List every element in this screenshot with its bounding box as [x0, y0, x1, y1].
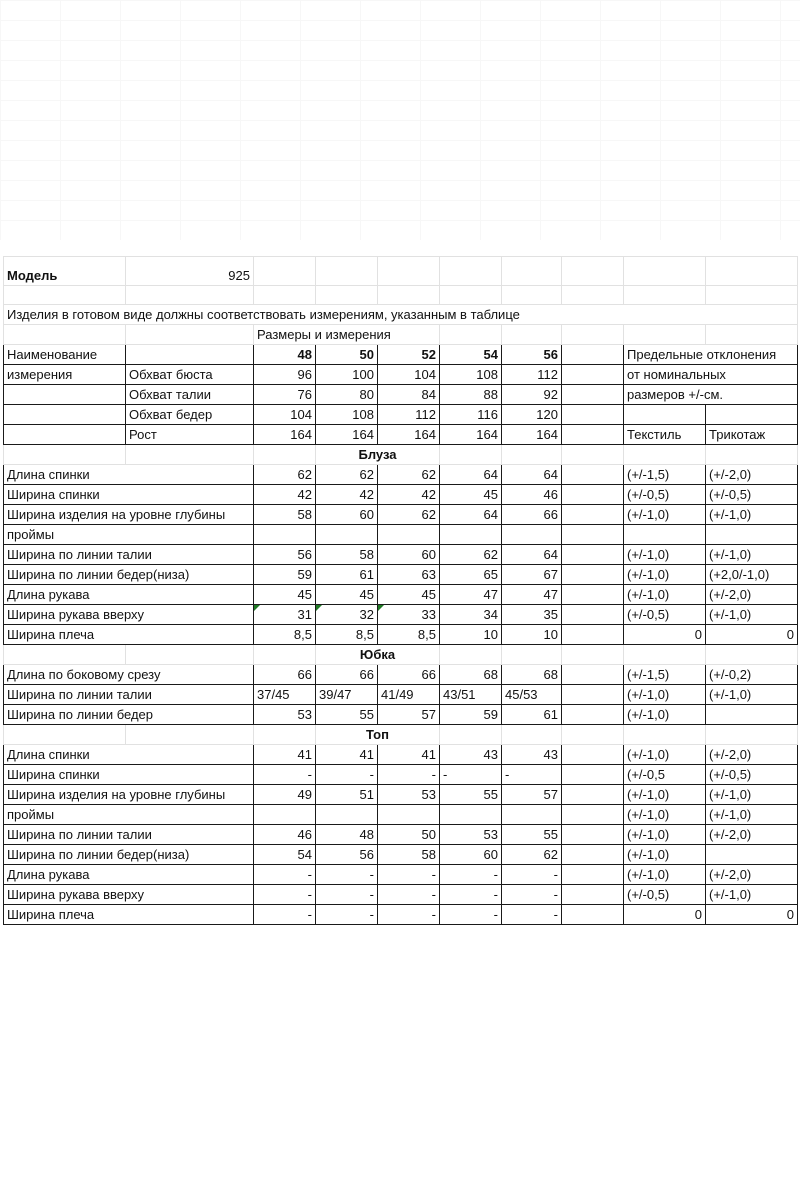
table-row — [4, 765, 798, 785]
size-value: 10 — [440, 625, 502, 645]
table-row — [4, 785, 798, 805]
size-value: 47 — [440, 585, 502, 605]
knit-tolerance: (+/-1,0) — [706, 805, 798, 825]
table-row — [4, 905, 798, 925]
table-row — [4, 705, 798, 725]
section-title-row — [4, 645, 798, 665]
size-value: 67 — [502, 565, 562, 585]
textile-tolerance: (+/-1,0) — [624, 785, 706, 805]
table-row — [4, 465, 798, 485]
size-value: 48 — [316, 825, 378, 845]
size-value: 43 — [440, 745, 502, 765]
textile-tolerance: (+/-0,5 — [624, 765, 706, 785]
size-value: 62 — [378, 505, 440, 525]
section-title-top: Топ — [316, 725, 440, 745]
section-title-blouse: Блуза — [316, 445, 440, 465]
body-param-row — [4, 425, 798, 445]
body-param-row — [4, 385, 798, 405]
textile-tolerance — [624, 525, 706, 545]
textile-tolerance: (+/-0,5) — [624, 885, 706, 905]
param-value: 116 — [440, 405, 502, 425]
size-value — [316, 525, 378, 545]
table-row — [4, 745, 798, 765]
table-row — [4, 585, 798, 605]
knit-tolerance: (+/-0,2) — [706, 665, 798, 685]
textile-tolerance: (+/-1,0) — [624, 845, 706, 865]
size-value: 42 — [378, 485, 440, 505]
row-name: Длина рукава — [4, 865, 254, 885]
section-title-row — [4, 445, 798, 465]
table-row — [4, 885, 798, 905]
row-name: Ширина рукава вверху — [4, 605, 254, 625]
size-value: 46 — [502, 485, 562, 505]
knit-tolerance: (+/-0,5) — [706, 765, 798, 785]
size-value: 68 — [502, 665, 562, 685]
param-value: 80 — [316, 385, 378, 405]
name-header-line1: Наименование — [4, 345, 126, 365]
table-title-row — [4, 325, 798, 345]
knit-tolerance: (+/-2,0) — [706, 745, 798, 765]
size-value: 55 — [502, 825, 562, 845]
knit-header: Трикотаж — [706, 425, 798, 445]
size-value: 41 — [316, 745, 378, 765]
row-name: Ширина плеча — [4, 905, 254, 925]
size-value: 53 — [378, 785, 440, 805]
textile-tolerance: (+/-1,0) — [624, 565, 706, 585]
size-value: 57 — [502, 785, 562, 805]
model-label: Модель — [4, 257, 126, 286]
knit-tolerance: (+/-2,0) — [706, 865, 798, 885]
empty-row — [4, 286, 798, 305]
size-chart-table — [3, 256, 798, 925]
size-value: - — [440, 905, 502, 925]
row-name: Ширина по линии талии — [4, 825, 254, 845]
size-value: 53 — [440, 825, 502, 845]
row-name: проймы — [4, 525, 254, 545]
knit-tolerance: (+/-1,0) — [706, 785, 798, 805]
section-title-row — [4, 725, 798, 745]
size-value: 66 — [316, 665, 378, 685]
textile-tolerance: (+/-0,5) — [624, 605, 706, 625]
textile-tolerance: (+/-1,0) — [624, 585, 706, 605]
size-value: 64 — [440, 505, 502, 525]
size-48: 48 — [254, 345, 316, 365]
size-value: 34 — [440, 605, 502, 625]
size-value — [378, 525, 440, 545]
knit-tolerance — [706, 845, 798, 865]
param-value: 164 — [254, 425, 316, 445]
size-value: 8,5 — [378, 625, 440, 645]
size-value: 42 — [254, 485, 316, 505]
size-value: - — [316, 885, 378, 905]
param-value: 164 — [502, 425, 562, 445]
table-row — [4, 605, 798, 625]
size-value: - — [378, 885, 440, 905]
size-value: - — [378, 905, 440, 925]
size-value: 42 — [316, 485, 378, 505]
knit-tolerance: (+/-1,0) — [706, 685, 798, 705]
textile-tolerance: 0 — [624, 905, 706, 925]
size-value: 45 — [254, 585, 316, 605]
size-value: 66 — [254, 665, 316, 685]
spreadsheet — [3, 256, 797, 938]
size-value: 60 — [378, 545, 440, 565]
size-value: 45 — [316, 585, 378, 605]
size-value: - — [502, 865, 562, 885]
size-value — [316, 805, 378, 825]
size-value: 32 — [316, 605, 378, 625]
row-name: Ширина по линии бедер(низа) — [4, 565, 254, 585]
size-value: 61 — [316, 565, 378, 585]
size-value — [502, 525, 562, 545]
textile-tolerance: (+/-1,0) — [624, 805, 706, 825]
size-value: 62 — [378, 465, 440, 485]
table-row — [4, 545, 798, 565]
size-value: 56 — [254, 545, 316, 565]
size-value: 35 — [502, 605, 562, 625]
row-name: Ширина по линии бедер — [4, 705, 254, 725]
size-header-row — [4, 345, 798, 365]
size-value: 64 — [502, 465, 562, 485]
textile-tolerance: (+/-1,0) — [624, 505, 706, 525]
textile-tolerance: (+/-1,0) — [624, 865, 706, 885]
textile-tolerance: (+/-1,0) — [624, 825, 706, 845]
size-value: 45/53 — [502, 685, 562, 705]
table-row — [4, 665, 798, 685]
size-value: 53 — [254, 705, 316, 725]
size-value: 43 — [502, 745, 562, 765]
size-value: 55 — [440, 785, 502, 805]
size-value: 62 — [254, 465, 316, 485]
table-row — [4, 865, 798, 885]
size-value: 45 — [378, 585, 440, 605]
textile-tolerance: (+/-0,5) — [624, 485, 706, 505]
size-value: 66 — [502, 505, 562, 525]
size-value: 64 — [440, 465, 502, 485]
size-value: 51 — [316, 785, 378, 805]
size-value: - — [316, 905, 378, 925]
model-row — [4, 257, 798, 286]
size-value: 45 — [440, 485, 502, 505]
knit-tolerance: (+/-2,0) — [706, 585, 798, 605]
size-value: 31 — [254, 605, 316, 625]
param-name: Обхват бедер — [126, 405, 254, 425]
size-value: 68 — [440, 665, 502, 685]
table-row — [4, 525, 798, 545]
size-56: 56 — [502, 345, 562, 365]
size-value: 61 — [502, 705, 562, 725]
body-param-row — [4, 365, 798, 385]
param-name: Обхват бюста — [126, 365, 254, 385]
knit-tolerance: 0 — [706, 905, 798, 925]
size-value: - — [440, 765, 502, 785]
size-value: 10 — [502, 625, 562, 645]
size-value: 57 — [378, 705, 440, 725]
size-value: - — [502, 885, 562, 905]
size-52: 52 — [378, 345, 440, 365]
size-value: - — [502, 905, 562, 925]
size-value: 47 — [502, 585, 562, 605]
param-value: 84 — [378, 385, 440, 405]
knit-tolerance: (+2,0/-1,0) — [706, 565, 798, 585]
param-value: 96 — [254, 365, 316, 385]
table-row — [4, 625, 798, 645]
size-value: 59 — [440, 705, 502, 725]
row-name: Ширина изделия на уровне глубины — [4, 505, 254, 525]
size-value: 62 — [316, 465, 378, 485]
size-value — [502, 805, 562, 825]
size-value: 56 — [316, 845, 378, 865]
size-value: - — [378, 865, 440, 885]
table-row — [4, 565, 798, 585]
size-value: 33 — [378, 605, 440, 625]
body-param-row — [4, 405, 798, 425]
textile-tolerance: (+/-1,0) — [624, 545, 706, 565]
param-value: 120 — [502, 405, 562, 425]
row-name: Длина спинки — [4, 465, 254, 485]
knit-tolerance: (+/-1,0) — [706, 545, 798, 565]
size-value: 8,5 — [316, 625, 378, 645]
knit-tolerance: (+/-2,0) — [706, 825, 798, 845]
param-name: Обхват талии — [126, 385, 254, 405]
row-name: Ширина спинки — [4, 485, 254, 505]
size-value: 50 — [378, 825, 440, 845]
table-row — [4, 685, 798, 705]
size-value: 49 — [254, 785, 316, 805]
knit-tolerance: (+/-0,5) — [706, 485, 798, 505]
table-row — [4, 505, 798, 525]
param-value: 112 — [378, 405, 440, 425]
size-value: 55 — [316, 705, 378, 725]
size-value: 66 — [378, 665, 440, 685]
size-value: 60 — [440, 845, 502, 865]
section-title-skirt: Юбка — [316, 645, 440, 665]
row-name: Ширина рукава вверху — [4, 885, 254, 905]
table-row — [4, 825, 798, 845]
knit-tolerance: 0 — [706, 625, 798, 645]
row-name: Длина рукава — [4, 585, 254, 605]
size-value: 41 — [254, 745, 316, 765]
knit-tolerance: (+/-1,0) — [706, 605, 798, 625]
textile-tolerance: (+/-1,0) — [624, 745, 706, 765]
param-value: 164 — [378, 425, 440, 445]
size-value: 41/49 — [378, 685, 440, 705]
size-value — [440, 525, 502, 545]
size-value: - — [440, 885, 502, 905]
size-value: 64 — [502, 545, 562, 565]
deviation-header-line1: Предельные отклонения — [624, 345, 798, 365]
param-value: 104 — [254, 405, 316, 425]
size-value — [254, 525, 316, 545]
size-value: 62 — [502, 845, 562, 865]
table-row — [4, 805, 798, 825]
knit-tolerance — [706, 525, 798, 545]
row-name: Ширина по линии бедер(низа) — [4, 845, 254, 865]
size-value: 65 — [440, 565, 502, 585]
param-value: 92 — [502, 385, 562, 405]
textile-tolerance: (+/-1,0) — [624, 685, 706, 705]
deviation-header-line2: от номинальных — [624, 365, 798, 385]
row-name: Ширина по линии талии — [4, 545, 254, 565]
row-name: Длина спинки — [4, 745, 254, 765]
textile-tolerance: (+/-1,5) — [624, 465, 706, 485]
size-value: - — [254, 865, 316, 885]
textile-tolerance: 0 — [624, 625, 706, 645]
size-value: 43/51 — [440, 685, 502, 705]
row-name: Ширина изделия на уровне глубины — [4, 785, 254, 805]
row-name: Ширина плеча — [4, 625, 254, 645]
size-value: 59 — [254, 565, 316, 585]
size-value — [254, 805, 316, 825]
param-value: 164 — [440, 425, 502, 445]
size-value — [440, 805, 502, 825]
knit-tolerance — [706, 705, 798, 725]
size-value: 37/45 — [254, 685, 316, 705]
size-value: 58 — [378, 845, 440, 865]
size-value: - — [316, 865, 378, 885]
param-name: Рост — [126, 425, 254, 445]
size-value: - — [502, 765, 562, 785]
param-value: 164 — [316, 425, 378, 445]
name-header-line2: измерения — [4, 365, 126, 385]
knit-tolerance: (+/-1,0) — [706, 885, 798, 905]
size-value: 63 — [378, 565, 440, 585]
table-title: Размеры и измерения — [254, 325, 440, 345]
size-value: 58 — [254, 505, 316, 525]
param-value: 108 — [440, 365, 502, 385]
size-value: 8,5 — [254, 625, 316, 645]
textile-tolerance: (+/-1,0) — [624, 705, 706, 725]
size-value — [378, 805, 440, 825]
size-value: - — [254, 765, 316, 785]
row-name: Длина по боковому срезу — [4, 665, 254, 685]
size-value: - — [378, 765, 440, 785]
size-value: - — [254, 905, 316, 925]
row-name: проймы — [4, 805, 254, 825]
param-value: 76 — [254, 385, 316, 405]
row-name: Ширина спинки — [4, 765, 254, 785]
size-value: 60 — [316, 505, 378, 525]
size-value: 62 — [440, 545, 502, 565]
textile-tolerance: (+/-1,5) — [624, 665, 706, 685]
param-value: 88 — [440, 385, 502, 405]
size-value: 54 — [254, 845, 316, 865]
size-value: - — [440, 865, 502, 885]
size-value: - — [254, 885, 316, 905]
deviation-header-line3: размеров +/-см. — [624, 385, 798, 405]
size-value: 41 — [378, 745, 440, 765]
param-value: 108 — [316, 405, 378, 425]
knit-tolerance: (+/-1,0) — [706, 505, 798, 525]
background-faint-gridlines — [0, 0, 800, 240]
compliance-note: Изделия в готовом виде должны соответствовать измерениям, указанным в таблице — [4, 305, 798, 325]
size-value: 46 — [254, 825, 316, 845]
note-row — [4, 305, 798, 325]
textile-header: Текстиль — [624, 425, 706, 445]
size-value: 58 — [316, 545, 378, 565]
table-row — [4, 485, 798, 505]
model-number: 925 — [126, 257, 254, 286]
size-value: - — [316, 765, 378, 785]
param-value: 112 — [502, 365, 562, 385]
size-50: 50 — [316, 345, 378, 365]
knit-tolerance: (+/-2,0) — [706, 465, 798, 485]
table-row — [4, 845, 798, 865]
size-54: 54 — [440, 345, 502, 365]
row-name: Ширина по линии талии — [4, 685, 254, 705]
param-value: 104 — [378, 365, 440, 385]
size-value: 39/47 — [316, 685, 378, 705]
param-value: 100 — [316, 365, 378, 385]
